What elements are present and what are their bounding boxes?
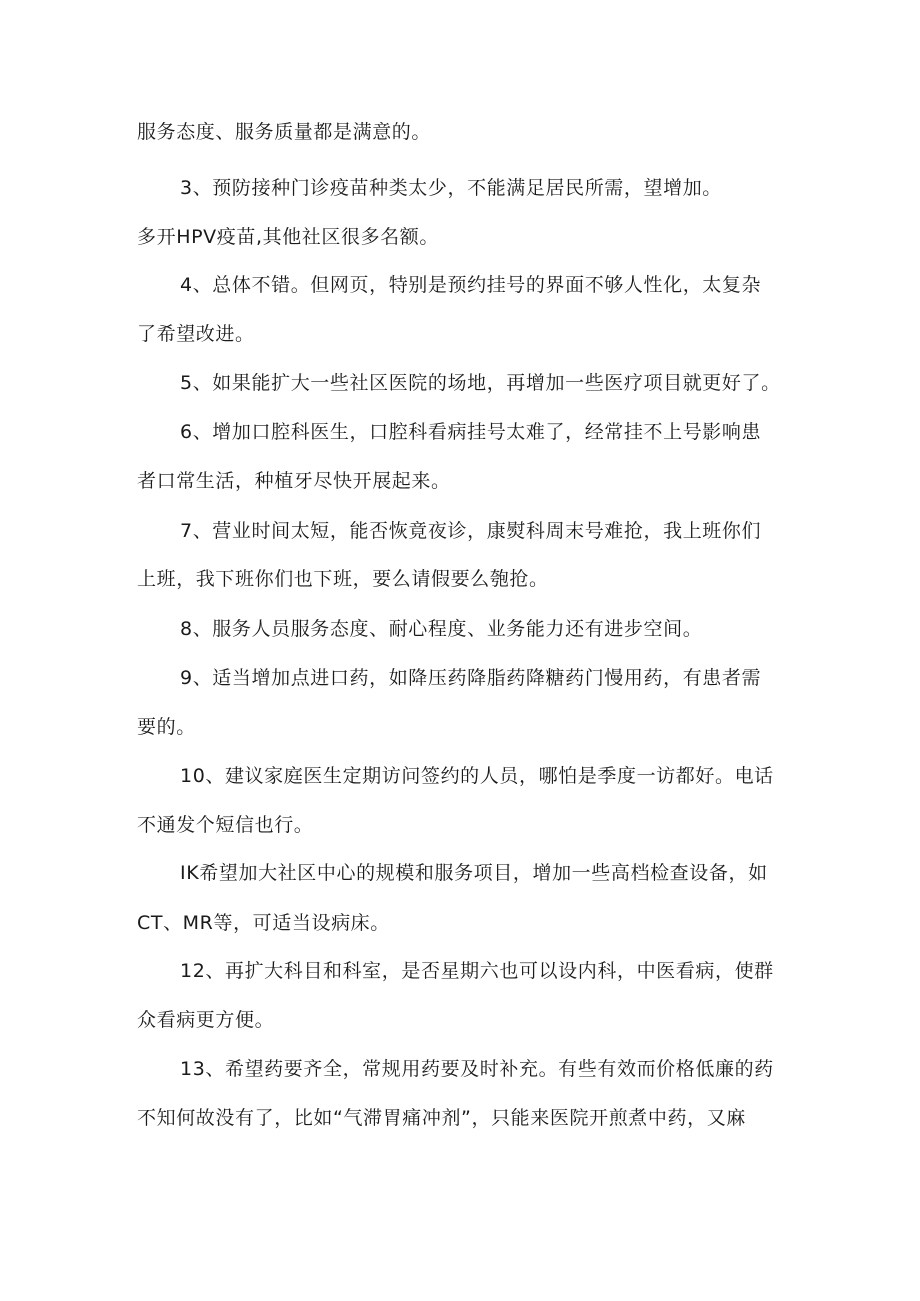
text-line: 4、总体不错。但网页，特别是预约挂号的界面不够人性化，太复杂 <box>180 274 762 296</box>
text-line: 上班，我下班你们也下班，要么请假要么匏抢。 <box>137 568 549 590</box>
text-line: 者口常生活，种植牙尽快开展起来。 <box>137 470 451 492</box>
text-line: 要的。 <box>137 716 196 738</box>
text-line: 多开HPV疫苗,其他社区很多名额。 <box>137 226 439 248</box>
text-line: 12、再扩大科目和科室，是否星期六也可以设内科，中医看病，使群 <box>180 960 774 982</box>
text-line: 9、适当增加点进口药，如降压药降脂药降糖药门慢用药，有患者需 <box>180 667 762 689</box>
text-line: 5、如果能扩大一些社区医院的场地，再增加一些医疗项目就更好了。 <box>180 372 781 394</box>
text-line: 7、营业时间太短，能否恢竟夜诊，康熨科周末号难抢，我上班你们 <box>180 520 762 542</box>
text-line: 不通发个短信也行。 <box>137 814 314 836</box>
text-line: 服务态度、服务质量都是满意的。 <box>137 121 432 143</box>
text-line: 10、建议家庭医生定期访问签约的人员，哪怕是季度一访都好。电话 <box>180 765 774 787</box>
text-line: 众看病更方便。 <box>137 1009 275 1031</box>
text-line: 13、希望药要齐全，常规用药要及时补充。有些有效而价格低廉的药 <box>180 1058 774 1080</box>
text-line: CT、MR等，可适当设病床。 <box>137 912 390 934</box>
text-line: 8、服务人员服务态度、耐心程度、业务能力还有进步空间。 <box>180 618 703 640</box>
text-line: 了希望改进。 <box>137 323 255 345</box>
text-line: 6、增加口腔科医生，口腔科看病挂号太难了，经常挂不上号影响患 <box>180 421 762 443</box>
text-line: 不知何故没有了，比如“气滞胃痛冲剂”，只能来医院开煎煮中药，又麻 <box>137 1107 746 1129</box>
text-line: 3、预防接种门诊疫苗种类太少，不能满足居民所需，望增加。 <box>180 177 722 199</box>
text-line: IK希望加大社区中心的规模和服务项目，增加一些高档检查设备，如 <box>180 862 768 884</box>
